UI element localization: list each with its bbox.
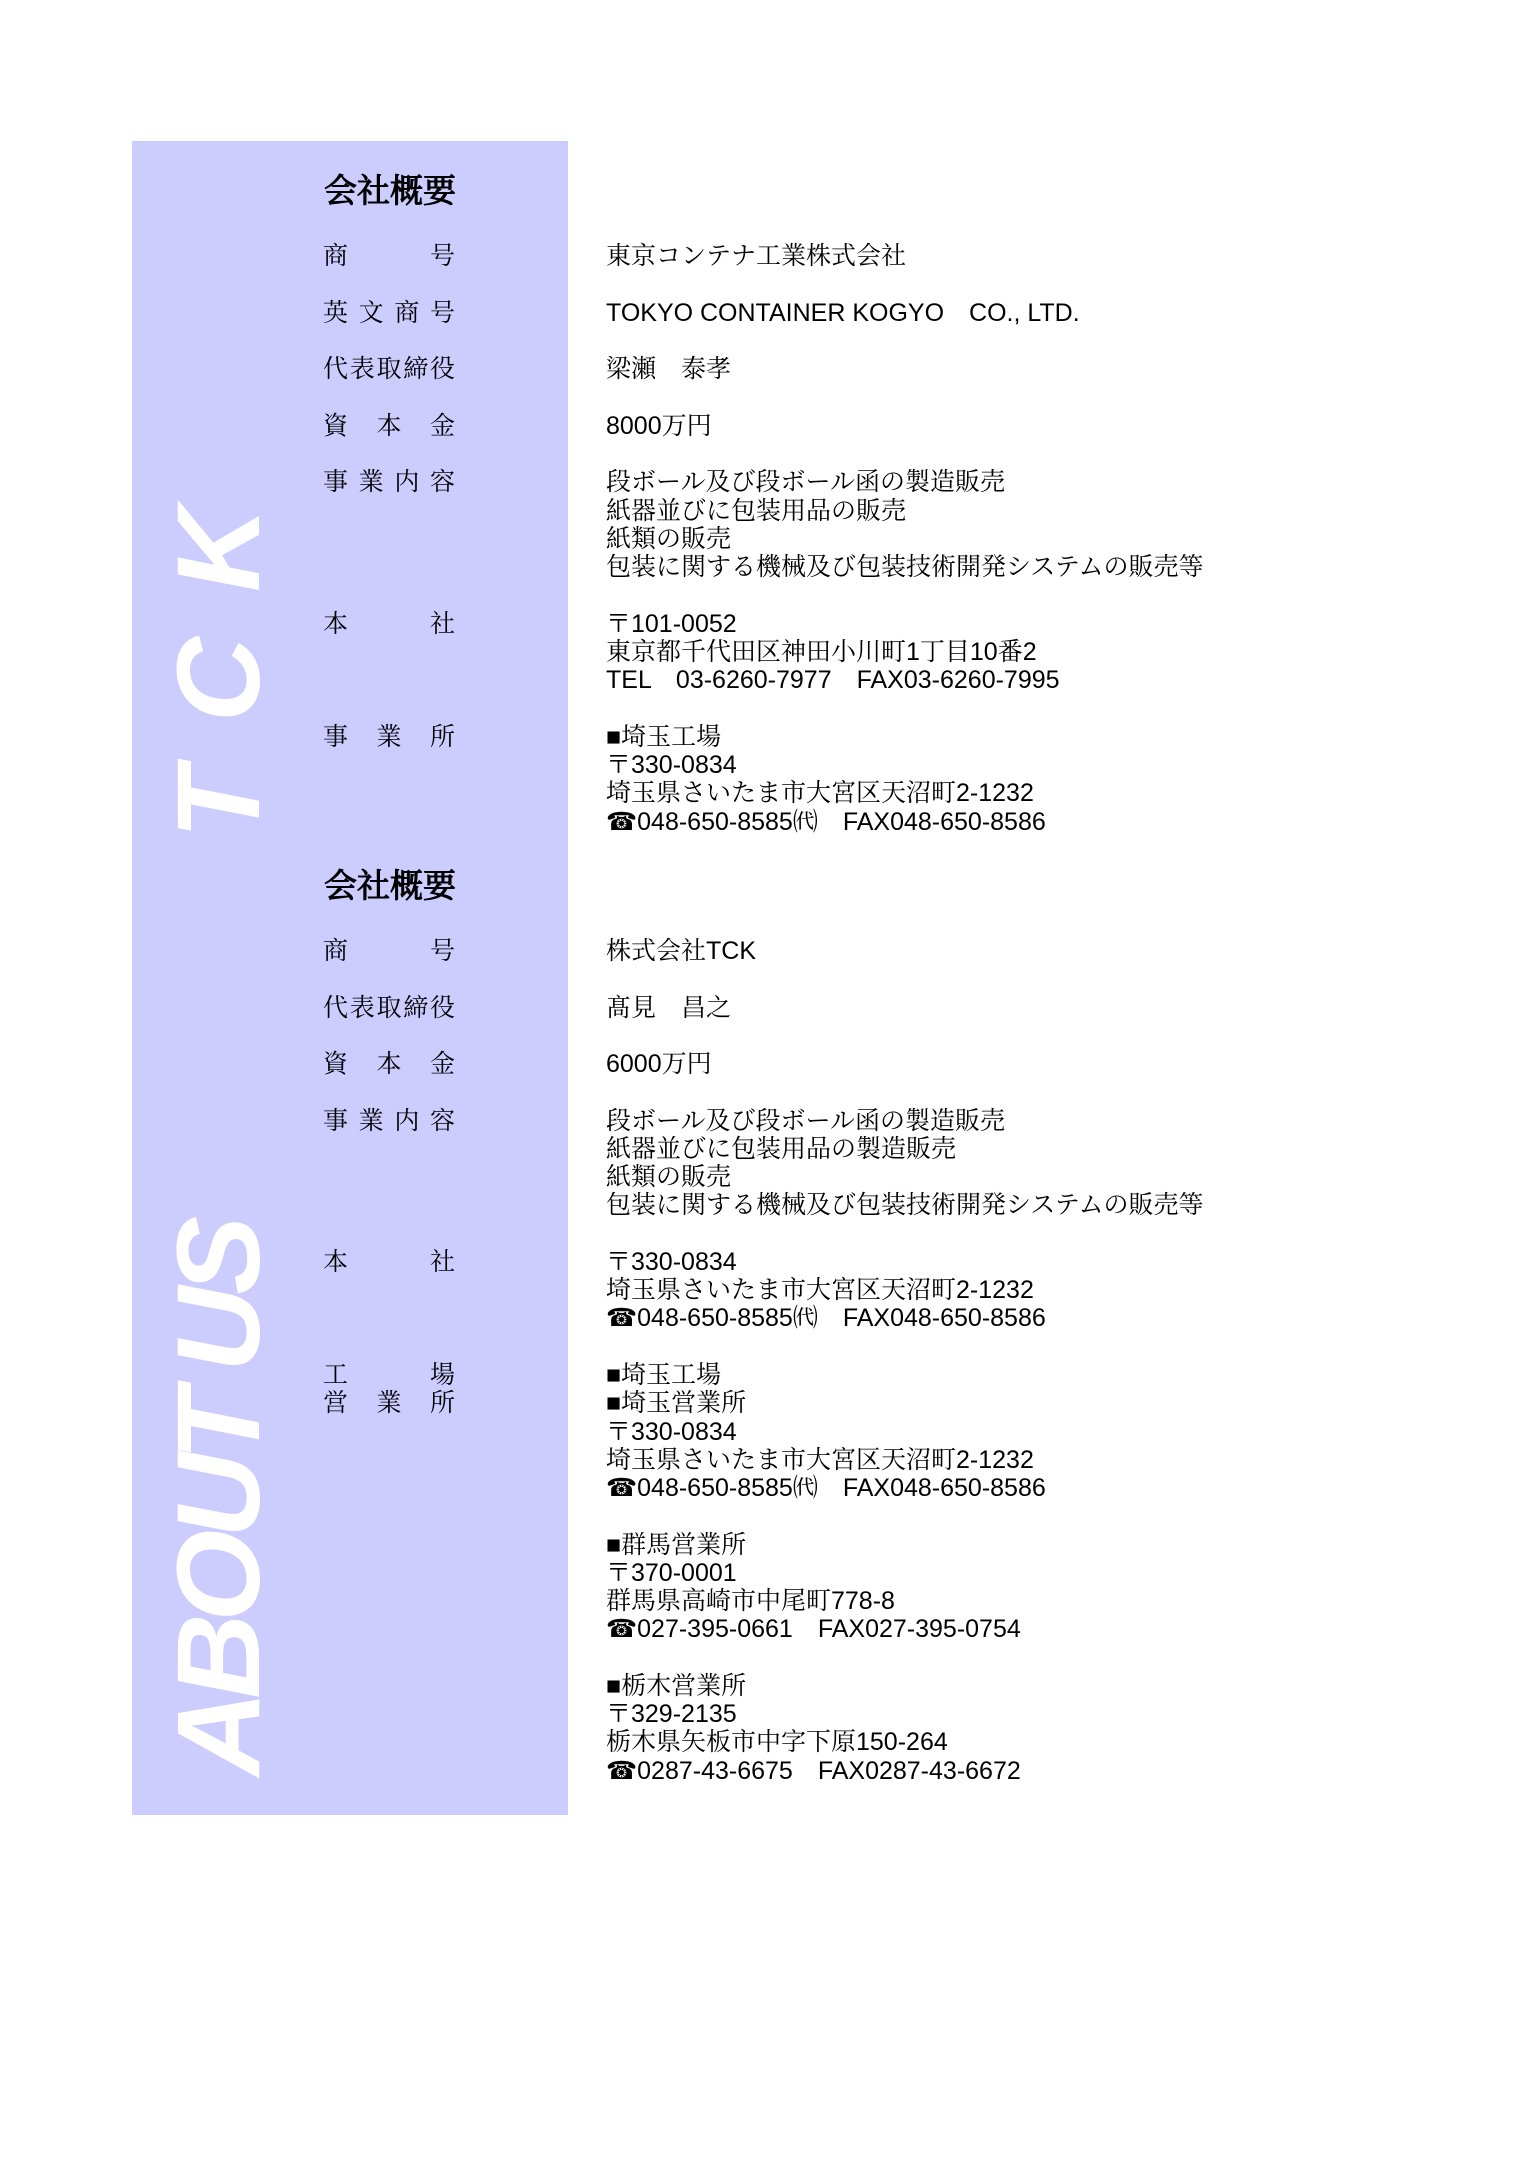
- business-content-value: [606, 1107, 1204, 1220]
- head-office-row: [323, 1248, 1204, 1333]
- phone-fax: TEL 03-6260-7977 FAX03-6260-7995: [606, 666, 1060, 695]
- english-name-label: [323, 299, 455, 327]
- capital-row: [323, 412, 1204, 440]
- factory-sales-office-value: [606, 1361, 1046, 1785]
- representative-row: [323, 355, 1204, 383]
- business-content-value: [606, 468, 1204, 581]
- value-line: TOKYO CONTAINER KOGYO CO., LTD.: [606, 298, 1080, 327]
- value-line: 段ボール及び段ボール函の製造販売: [606, 468, 1006, 497]
- facility-name: ■埼玉工場: [606, 722, 722, 751]
- value-line: 東京コンテナ工業株式会社: [606, 242, 907, 271]
- facility-name: ■埼玉工場: [606, 1361, 722, 1389]
- tochigi-office-group: [606, 1672, 1046, 1785]
- gunma-office-group: [606, 1531, 1046, 1644]
- sidebar-about-us-text: ABOUT US: [153, 1223, 285, 1777]
- facility-name: ■栃木営業所: [606, 1671, 747, 1700]
- saitama-office-group: [606, 1361, 1046, 1502]
- trade-name-value: [606, 937, 756, 965]
- phone-fax: ☎048-650-8585㈹ FAX048-650-8586: [606, 1474, 1046, 1503]
- english-name-value: [606, 299, 1080, 327]
- capital-row: [323, 1050, 1204, 1078]
- postal-code: 〒329-2135: [606, 1700, 737, 1729]
- address: 埼玉県さいたま市大宮区天沼町2-1232: [606, 1445, 1034, 1474]
- company-profile-section-tck: [323, 866, 1204, 1785]
- value-line: 8000万円: [606, 411, 712, 440]
- sidebar-tck-text: T C K: [153, 500, 285, 840]
- representative-row: [323, 994, 1204, 1022]
- capital-value: [606, 1050, 712, 1078]
- head-office-value: [606, 610, 1060, 695]
- head-office-label: [323, 610, 455, 695]
- english-name-row: [323, 299, 1204, 327]
- capital-label: [323, 412, 455, 440]
- phone-fax: ☎0287-43-6675 FAX0287-43-6672: [606, 1756, 1021, 1785]
- postal-code: 〒330-0834: [606, 1417, 737, 1446]
- postal-code: 〒330-0834: [606, 751, 737, 780]
- value-line: 紙類の販売: [606, 524, 732, 553]
- address: 埼玉県さいたま市大宮区天沼町2-1232: [606, 1276, 1034, 1305]
- label-text: 事 業 所: [323, 722, 455, 751]
- trade-name-label: [323, 937, 455, 965]
- label-text: 事 業 内 容: [323, 1106, 455, 1135]
- company-profile: [323, 171, 1204, 1785]
- business-content-row: [323, 1107, 1204, 1220]
- business-content-label: [323, 1107, 455, 1220]
- phone-fax: ☎027-395-0661 FAX027-395-0754: [606, 1615, 1021, 1644]
- business-content-row: [323, 468, 1204, 581]
- trade-name-value: [606, 242, 906, 270]
- company-profile-section-tokyo-container: [323, 171, 1204, 836]
- label-text: 営 業 所: [323, 1389, 455, 1418]
- value-line: 包装に関する機械及び包装技術開発システムの販売等: [606, 553, 1204, 582]
- capital-value: [606, 412, 712, 440]
- value-line: 髙見 昌之: [606, 993, 732, 1022]
- representative-label: [323, 994, 455, 1022]
- business-content-label: [323, 468, 455, 581]
- head-office-value: [606, 1248, 1046, 1333]
- label-text: 商 号: [323, 242, 455, 271]
- postal-code: 〒330-0834: [606, 1247, 737, 1276]
- trade-name-row: [323, 242, 1204, 270]
- facility-name: ■群馬営業所: [606, 1530, 747, 1559]
- address: 東京都千代田区神田小川町1丁目10番2: [606, 638, 1037, 667]
- address: 埼玉県さいたま市大宮区天沼町2-1232: [606, 779, 1034, 808]
- value-line: 紙類の販売: [606, 1163, 732, 1192]
- section-heading: 会社概要: [324, 172, 456, 209]
- trade-name-label: [323, 242, 455, 270]
- label-text: 工 場: [323, 1361, 455, 1389]
- label-text: 資 本 金: [323, 1050, 455, 1079]
- value-line: 段ボール及び段ボール函の製造販売: [606, 1106, 1006, 1135]
- facility-name: ■埼玉営業所: [606, 1389, 747, 1418]
- value-line: 6000万円: [606, 1050, 712, 1079]
- label-text: 事 業 内 容: [323, 468, 455, 497]
- trade-name-row: [323, 937, 1204, 965]
- value-line: 包装に関する機械及び包装技術開発システムの販売等: [606, 1191, 1204, 1220]
- office-label: [323, 723, 455, 836]
- representative-value: [606, 994, 731, 1022]
- factory-sales-office-row: [323, 1361, 1204, 1785]
- label-text: 本 社: [323, 609, 455, 638]
- phone-fax: ☎048-650-8585㈹ FAX048-650-8586: [606, 1304, 1046, 1333]
- office-value: [606, 723, 1046, 836]
- postal-code: 〒101-0052: [606, 609, 737, 638]
- address: 群馬県高崎市中尾町778-8: [606, 1587, 895, 1616]
- postal-code: 〒370-0001: [606, 1558, 737, 1587]
- head-office-row: [323, 610, 1204, 695]
- value-line: 紙器並びに包装用品の製造販売: [606, 1134, 957, 1163]
- factory-sales-office-label: [323, 1361, 455, 1785]
- label-text: 英 文 商 号: [323, 298, 455, 327]
- label-text: 資 本 金: [323, 411, 455, 440]
- label-text: 代 表 取 締 役: [323, 355, 455, 384]
- value-line: 株式会社TCK: [606, 937, 757, 966]
- address: 栃木県矢板市中字下原150-264: [606, 1728, 948, 1757]
- section-heading: 会社概要: [324, 866, 456, 904]
- head-office-label: [323, 1248, 455, 1333]
- phone-fax: ☎048-650-8585㈹ FAX048-650-8586: [606, 807, 1046, 836]
- label-text: 代 表 取 締 役: [323, 993, 455, 1022]
- label-text: 本 社: [323, 1247, 455, 1276]
- office-row: [323, 723, 1204, 836]
- representative-label: [323, 355, 455, 383]
- capital-label: [323, 1050, 455, 1078]
- representative-value: [606, 355, 731, 383]
- label-text: 商 号: [323, 937, 455, 966]
- value-line: 紙器並びに包装用品の販売: [606, 496, 907, 525]
- value-line: 梁瀬 泰孝: [606, 355, 732, 384]
